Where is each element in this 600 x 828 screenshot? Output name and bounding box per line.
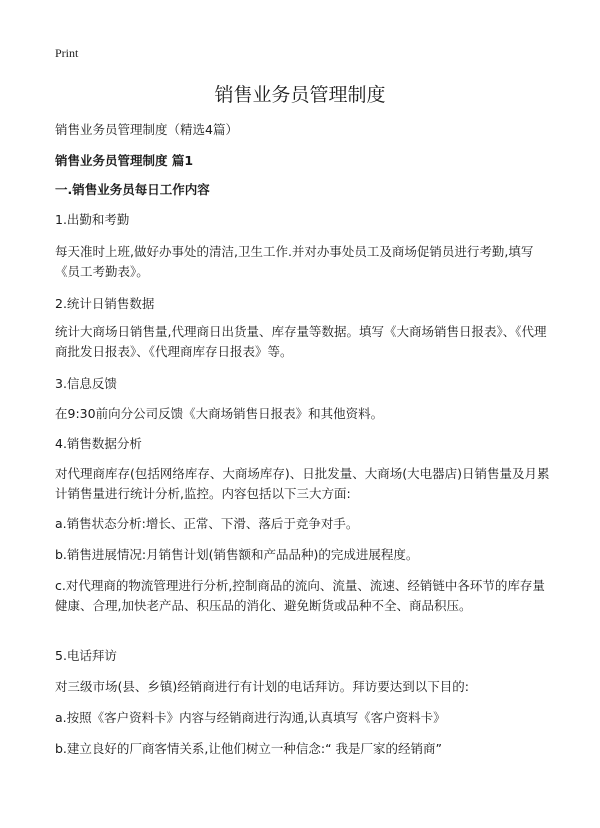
item-4-point-a: a.销售状态分析:增长、正常、下滑、落后于竞争对手。 (55, 516, 359, 531)
part-heading: 一.销售业务员每日工作内容 (55, 182, 210, 197)
document-subtitle: 销售业务员管理制度（精选4篇） (55, 122, 238, 137)
item-4-point-b: b.销售进展情况:月销售计划(销售额和产品品种)的完成进展程度。 (55, 547, 419, 562)
item-5-point-a: a.按照《客户资料卡》内容与经销商进行沟通,认真填写《客户资料卡》 (55, 710, 446, 725)
item-2-heading: 2.统计日销售数据 (55, 296, 155, 311)
item-3-heading: 3.信息反馈 (55, 376, 117, 391)
item-1-body: 每天准时上班,做好办事处的清洁,卫生工作.并对办事处员工及商场促销员进行考勤,填写《员工考勤表》。 (55, 244, 534, 279)
item-5-heading: 5.电话拜访 (55, 648, 117, 663)
item-4-point-c: c.对代理商的物流管理进行分析,控制商品的流向、流量、流速、经销链中各环节的库存量健康、合理,加快老产品、积压品的消化、避免断货或品种不全、商品积压。 (55, 578, 545, 613)
document-title: 销售业务员管理制度 (214, 84, 386, 106)
item-5-point-b: b.建立良好的厂商客情关系,让他们树立一种信念:“ 我是厂家的经销商” (55, 741, 443, 756)
item-2-body: 统计大商场日销售量,代理商日出货量、库存量等数据。填写《大商场销售日报表》、《代理商批发日报表》、《代理商库存日报表》等。 (55, 324, 547, 359)
item-5-body: 对三级市场(县、乡镇)经销商进行有计划的电话拜访。拜访要达到以下目的: (55, 679, 469, 694)
item-4-body: 对代理商库存(包括网络库存、大商场库存)、日批发量、大商场(大电器店)日销售量及月累计销售量进行统计分析,监控。内容包括以下三大方面: (55, 466, 550, 501)
print-link[interactable]: Print (55, 46, 79, 60)
section-heading: 销售业务员管理制度 篇1 (55, 153, 194, 168)
item-3-body: 在9:30前向分公司反馈《大商场销售日报表》和其他资料。 (55, 406, 384, 421)
item-4-heading: 4.销售数据分析 (55, 436, 142, 451)
item-1-heading: 1.出勤和考勤 (55, 212, 130, 227)
